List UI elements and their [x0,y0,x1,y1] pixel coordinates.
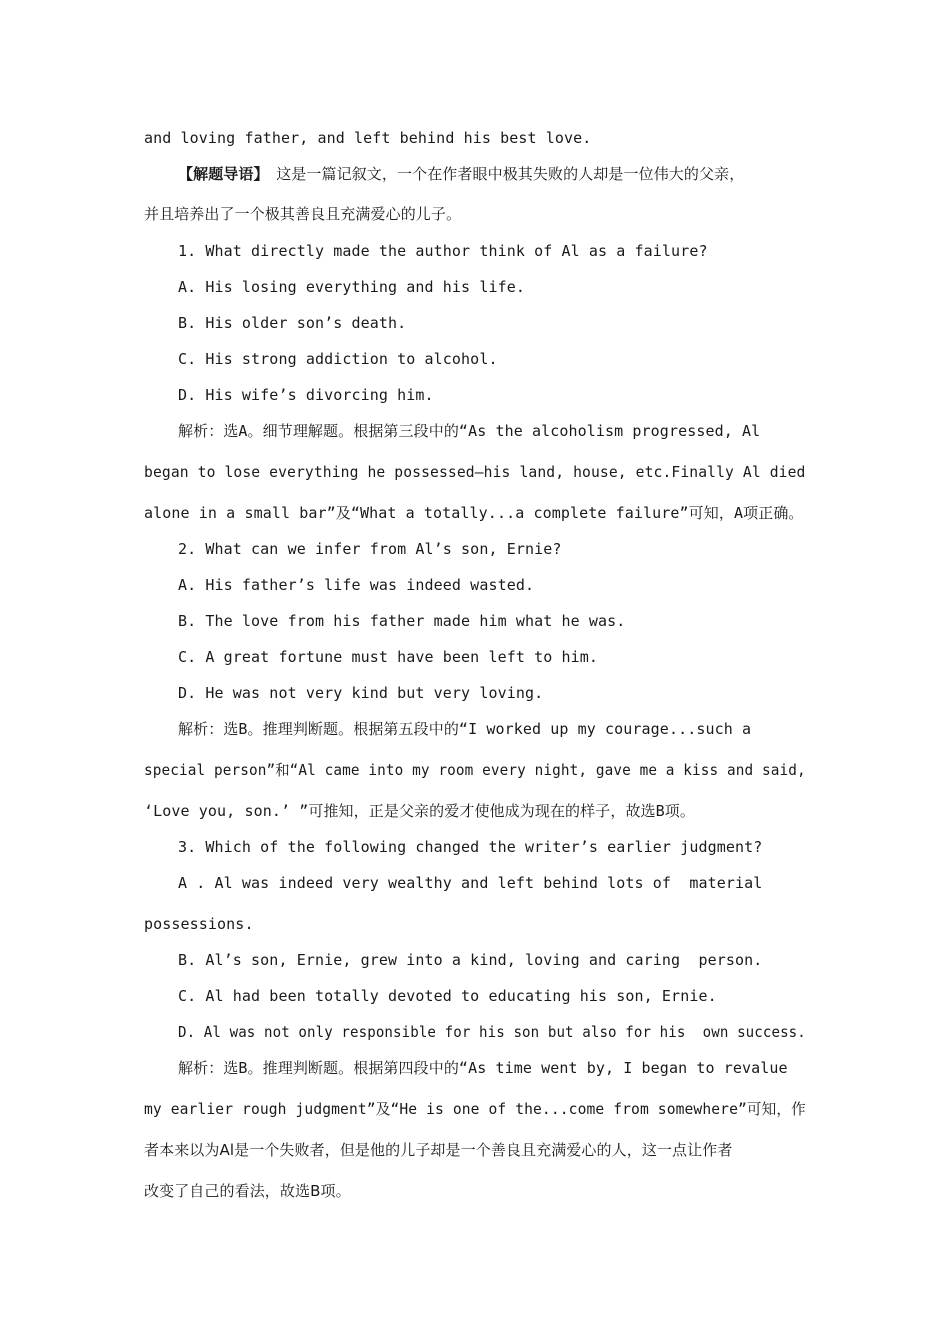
explanation-2-line: special person”和“Al came into my room every night, gave me a kiss and said, [144,761,806,779]
solution-guide-label: 【解题导语】 [178,165,262,183]
option-1d: D. His wife’s divorcing him. [178,386,434,404]
question-3: 3. Which of the following changed the writer’s earlier judgment? [178,838,763,856]
question-1: 1. What directly made the author think of Al as a failure? [178,242,708,260]
option-2a: A. His father’s life was indeed wasted. [178,576,535,594]
option-3c: C. Al had been totally devoted to educating his son, Ernie. [178,987,717,1005]
explanation-1-line: 解析：选A。细节理解题。根据第三段中的“As the alcoholism progressed, Al [178,422,761,440]
option-3a: A . Al was indeed very wealthy and left behind lots of material [178,874,763,892]
text-line: and loving father, and left behind his best love. [144,129,592,147]
explanation-3-line: 改变了自己的看法，故选B项。 [144,1182,351,1200]
option-2c: C. A great fortune must have been left to him. [178,648,599,666]
option-3d: D. Al was not only responsible for his son but also for his own success. [178,1023,806,1041]
explanation-3-line: my earlier rough judgment”及“He is one of the...come from somewhere”可知，作 [144,1100,806,1118]
solution-guide-line [178,164,744,184]
option-1b: B. His older son’s death. [178,314,407,332]
option-1c: C. His strong addiction to alcohol. [178,350,498,368]
question-2: 2. What can we infer from Al’s son, Ernie? [178,540,562,558]
option-3b: B. Al’s son, Ernie, grew into a kind, loving and caring person. [178,951,763,969]
option-2d: D. He was not very kind but very loving. [178,684,544,702]
solution-guide-text: 这是一篇记叙文，一个在作者眼中极其失败的人却是一位伟大的父亲， [261,165,745,183]
option-3a-continued: possessions. [144,915,254,933]
text-line: 并且培养出了一个极其善良且充满爱心的儿子。 [144,205,462,223]
explanation-3-line: 者本来以为Al是一个失败者，但是他的儿子却是一个善良且充满爱心的人，这一点让作者 [144,1141,733,1159]
explanation-2-line: ‘Love you, son.’ ”可推知，正是父亲的爱才使他成为现在的样子，故选B项。 [144,802,695,820]
option-2b: B. The love from his father made him what he was. [178,612,626,630]
option-1a: A. His losing everything and his life. [178,278,525,296]
explanation-3-line: 解析：选B。推理判断题。根据第四段中的“As time went by, I began to revalue [178,1059,788,1077]
explanation-1-line: alone in a small bar”及“What a totally...a complete failure”可知，A项正确。 [144,504,804,522]
explanation-2-line: 解析：选B。推理判断题。根据第五段中的“I worked up my courage...such a [178,720,752,738]
explanation-1-line: began to lose everything he possessed—his land, house, etc.Finally Al died [144,463,806,481]
